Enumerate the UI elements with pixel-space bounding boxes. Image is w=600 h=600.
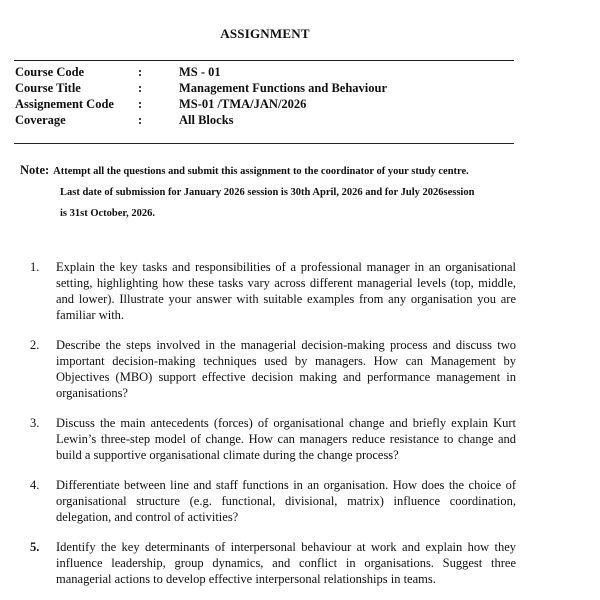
note-line-2: Last date of submission for January 2026 session is 30th April, 2026 and for July 2026session (60, 187, 475, 198)
info-value: MS-01 /TMA/JAN/2026 (179, 97, 307, 111)
question-item (26, 477, 516, 525)
note-block (20, 160, 520, 224)
question-text: Describe the steps involved in the managerial decision-making process and discuss two important decision-making techniques used by managers. How can Management by Objectives (MBO) support effective decision making and performance management in organisations? (56, 338, 516, 400)
top-divider (14, 60, 514, 61)
info-label: Course Title (15, 81, 81, 95)
info-colon: : (138, 65, 143, 79)
question-text: Discuss the main antecedents (forces) of organisational change and briefly explain Kurt Lewin’s three-step model of change. How can managers reduce resistance to change and build a supportive organisational climate during the change process? (56, 416, 516, 462)
note-line-1 (20, 160, 520, 182)
info-value: All Blocks (179, 113, 234, 127)
note-label: Note: (20, 163, 50, 177)
note-text: Attempt all the questions and submit this assignment to the coordinator of your study centre. (53, 166, 469, 177)
info-row-assignment-code (15, 96, 515, 112)
question-number: 2. (30, 338, 40, 352)
question-item (26, 539, 516, 587)
info-label: Coverage (15, 113, 66, 127)
info-row-coverage (15, 112, 515, 128)
question-text: Explain the key tasks and responsibilities of a professional manager in an organisational setting, highlighting how these tasks vary across different managerial levels (top, middle, and lower). Illustrate your answer with suitable examples from any organisation you are familiar with. (56, 260, 516, 322)
info-row-course-code (15, 64, 515, 80)
question-number: 4. (30, 478, 40, 492)
course-info (15, 64, 515, 128)
info-value: MS - 01 (179, 65, 221, 79)
question-list (26, 259, 516, 587)
question-item (26, 415, 516, 463)
info-label: Assignement Code (15, 97, 114, 111)
bottom-divider (14, 143, 514, 144)
info-colon: : (138, 113, 143, 127)
page-title: ASSIGNMENT (220, 26, 310, 41)
note-line-3: is 31st October, 2026. (60, 208, 155, 219)
question-item (26, 337, 516, 401)
question-number: 3. (30, 416, 40, 430)
info-colon: : (138, 81, 143, 95)
info-colon: : (138, 97, 143, 111)
question-text: Differentiate between line and staff functions in an organisation. How does the choice of organisational structure (e.g. functional, divisional, matrix) influence coordination, delegation, and control of activities? (56, 478, 516, 524)
question-text: Identify the key determinants of interpersonal behaviour at work and explain how they influence leadership, group dynamics, and conflict in organisations. Suggest three managerial actions to develop effective interpersonal relationships in teams. (56, 540, 516, 586)
question-number: 5. (30, 540, 40, 554)
question-item (26, 259, 516, 323)
info-label: Course Code (15, 65, 85, 79)
info-value: Management Functions and Behaviour (179, 81, 388, 95)
question-number: 1. (30, 260, 40, 274)
info-row-course-title (15, 80, 515, 96)
